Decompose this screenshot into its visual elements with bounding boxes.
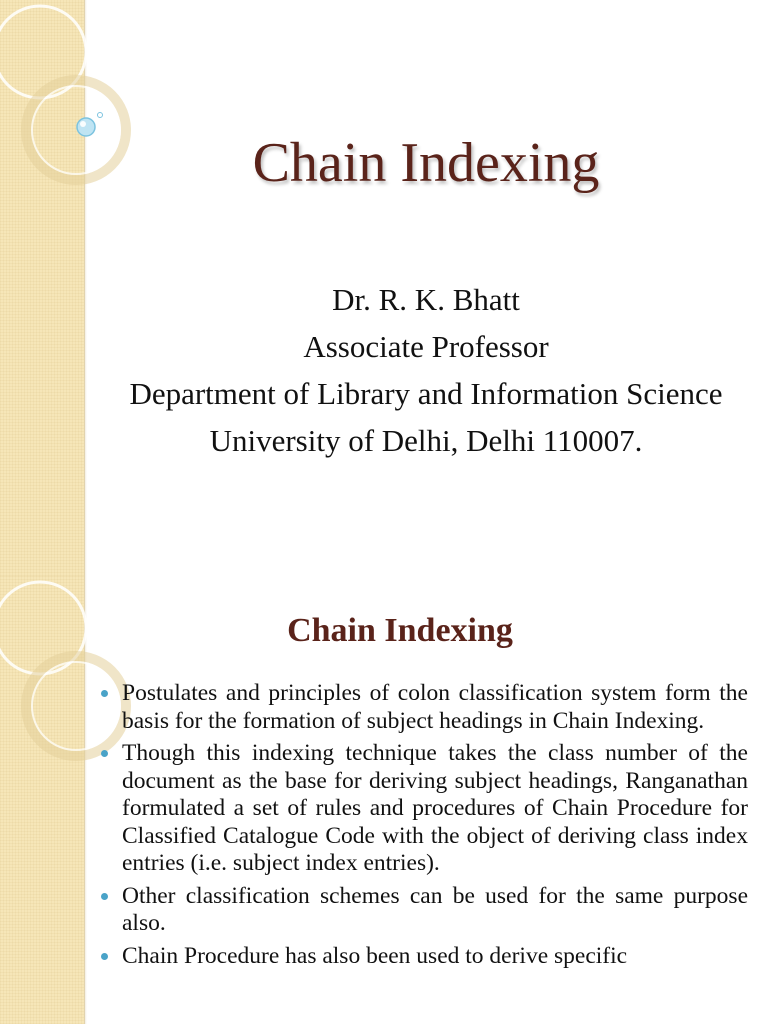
decorative-side-band [0,0,85,576]
content-slide [0,576,768,1024]
bullet-dot-icon [101,893,108,900]
author-position: Associate Professor [303,329,549,364]
bullet-list [100,680,748,975]
author-name: Dr. R. K. Bhatt [332,282,520,317]
list-item [100,883,748,938]
bullet-dot-icon [101,690,108,697]
author-block [84,276,768,464]
list-item [100,943,748,971]
slide-heading: Chain Indexing [287,612,513,649]
decorative-side-band [0,576,85,1024]
bullet-text: Other classification schemes can be used for the same purpose also. [122,882,748,936]
bullet-text: Though this indexing technique takes the class number of the document as the base for deriving subject headings, Ranganathan formulated a set of rules and procedures of Chain Procedure for Classified Catalogue Code with the object of deriving class index entries (i.e. subject index entries). [122,740,748,876]
bullet-dot-icon [101,953,108,960]
bullet-text: Postulates and principles of colon classification system form the basis for the formation of subject headings in Chain Indexing. [122,680,748,734]
list-item [100,680,748,735]
author-university: University of Delhi, Delhi 110007. [209,423,643,458]
author-department: Department of Library and Information Science [129,376,723,411]
bullet-text: Chain Procedure has also been used to derive specific [122,942,628,969]
list-item [100,740,748,878]
slide-title: Chain Indexing [252,132,600,194]
bullet-dot-icon [101,750,108,757]
